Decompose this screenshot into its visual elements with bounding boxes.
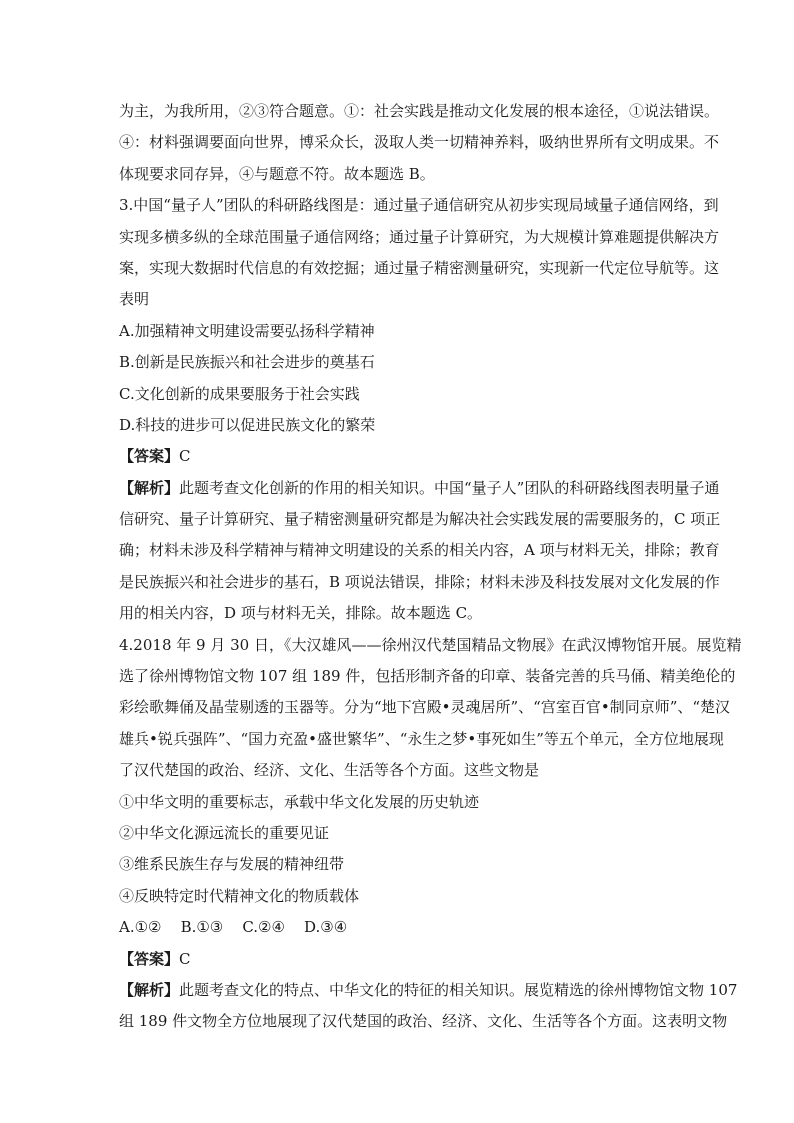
analysis-tag: 【解析】 xyxy=(119,478,180,497)
analysis-text: 此题考查文化创新的作用的相关知识。中国“量子人”团队的科研路线图表明量子通 xyxy=(179,478,720,497)
answer-value: C xyxy=(179,447,191,466)
document-page xyxy=(119,96,742,1038)
q4-statement-4: ④反映特定时代精神文化的物质载体 xyxy=(119,886,360,905)
analysis-tag: 【解析】 xyxy=(119,980,180,999)
q4-stem-line: 雄兵•锐兵强阵”、“国力充盈•盛世繁华”、“永生之梦•事死如生”等五个单元，全方位地展现 xyxy=(119,729,724,748)
q3-stem-line: 实现多横多纵的全球范围量子通信网络；通过量子计算研究，为大规模计算难题提供解决方 xyxy=(119,227,720,246)
q3-stem-line: 案，实现大数据时代信息的有效挖掘；通过量子精密测量研究，实现新一代定位导航等。这 xyxy=(119,258,720,277)
q4-statement-1: ①中华文明的重要标志，承载中华文化发展的历史轨迹 xyxy=(119,792,480,811)
q4-stem-line: 4.2018 年 9 月 30 日，《大汉雄风——徐州汉代楚国精品文物展》在武汉博物馆开展。展览精 xyxy=(119,635,742,654)
answer-value: C xyxy=(179,949,191,968)
q3-option-c: C.文化创新的成果要服务于社会实践 xyxy=(119,384,360,403)
q4-stem-line: 选了徐州博物馆文物 107 组 189 件，包括形制齐备的印章、装备完善的兵马俑、精美绝伦的 xyxy=(119,667,736,686)
q3-analysis-line: 信研究、量子计算研究、量子精密测量研究都是为解决社会实践发展的需要服务的，C 项正 xyxy=(119,510,721,529)
q3-analysis-line xyxy=(119,473,720,504)
q3-option-d: D.科技的进步可以促进民族文化的繁荣 xyxy=(119,415,376,434)
q3-option-b: B.创新是民族振兴和社会进步的奠基石 xyxy=(119,353,375,372)
q2-tail-line: ④：材料强调要面向世界，博采众长，汲取人类一切精神养料，吸纳世界所有文明成果。不 xyxy=(119,133,720,152)
q3-analysis-line: 确；材料未涉及科学精神与精神文明建设的关系的相关内容，A 项与材料无关，排除；教育 xyxy=(119,541,720,560)
q4-options: A.①② B.①③ C.②④ D.③④ xyxy=(119,918,348,937)
answer-tag: 【答案】 xyxy=(119,949,180,968)
q3-analysis-line: 是民族振兴和社会进步的基石，B 项说法错误，排除；材料未涉及科技发展对文化发展的作 xyxy=(119,572,720,591)
q3-stem-line: 3.中国“量子人”团队的科研路线图是：通过量子通信研究从初步实现局域量子通信网络，到 xyxy=(119,196,719,215)
q3-stem-line: 表明 xyxy=(119,290,150,309)
answer-tag: 【答案】 xyxy=(119,447,180,466)
q3-analysis-line: 用的相关内容，D 项与材料无关，排除。故本题选 C。 xyxy=(119,604,483,623)
q3-answer xyxy=(119,441,679,472)
q4-stem-line: 彩绘歌舞俑及晶莹剔透的玉器等。分为“地下宫殿•灵魂居所”、“宫室百官•制同京师”、“楚汉 xyxy=(119,698,731,717)
q4-answer xyxy=(119,944,679,975)
q4-statement-2: ②中华文化源远流长的重要见证 xyxy=(119,823,330,842)
q4-analysis-line xyxy=(119,975,738,1006)
q2-tail-line: 体现要求同存异，④与题意不符。故本题选 B。 xyxy=(119,164,435,183)
q4-analysis-line: 组 189 件文物全方位地展现了汉代楚国的政治、经济、文化、生活等各个方面。这表明文物 xyxy=(119,1012,728,1031)
q4-statement-3: ③维系民族生存与发展的精神纽带 xyxy=(119,855,345,874)
q2-tail-line: 为主，为我所用，②③符合题意。①：社会实践是推动文化发展的根本途径，①说法错误。 xyxy=(119,102,720,120)
q3-option-a: A.加强精神文明建设需要弘扬科学精神 xyxy=(119,321,375,340)
analysis-text: 此题考查文化的特点、中华文化的特征的相关知识。展览精选的徐州博物馆文物 107 xyxy=(179,980,738,999)
q4-stem-line: 了汉代楚国的政治、经济、文化、生活等各个方面。这些文物是 xyxy=(119,761,540,780)
